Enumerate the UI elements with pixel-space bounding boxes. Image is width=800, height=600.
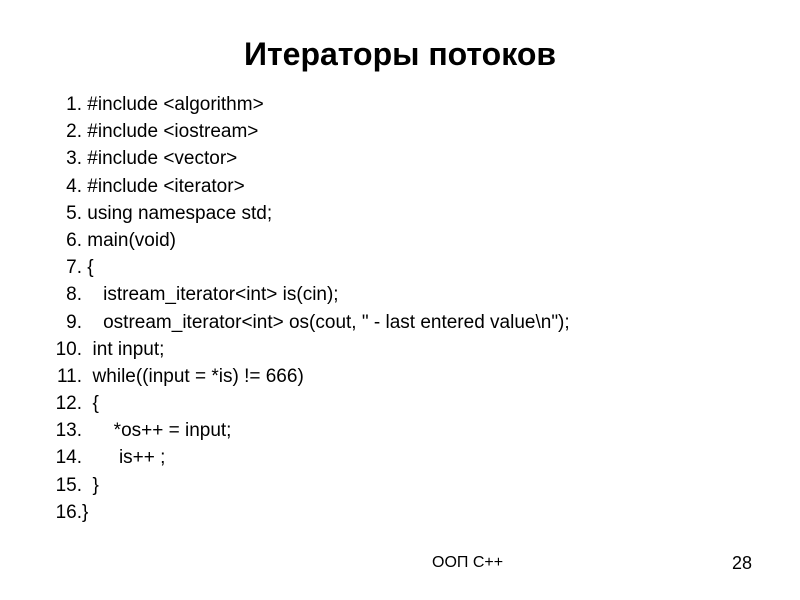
line-number: 12. bbox=[55, 393, 82, 415]
line-number: 11. bbox=[56, 365, 82, 387]
code-line bbox=[46, 336, 165, 363]
code-line bbox=[46, 200, 273, 227]
code-line bbox=[46, 281, 339, 308]
code-line bbox=[46, 91, 264, 118]
line-number: 8. bbox=[66, 284, 82, 306]
code-text: using namespace std; bbox=[82, 202, 273, 224]
code-line bbox=[46, 309, 570, 336]
code-text: #include <iterator> bbox=[82, 175, 245, 197]
line-number: 2. bbox=[66, 121, 82, 143]
code-line bbox=[46, 444, 166, 471]
code-text: { bbox=[82, 393, 99, 415]
code-line bbox=[46, 227, 176, 254]
line-number: 6. bbox=[66, 229, 82, 251]
line-number: 4. bbox=[66, 175, 82, 197]
line-number: 5. bbox=[66, 202, 82, 224]
code-line bbox=[46, 118, 259, 145]
code-line bbox=[46, 499, 89, 526]
code-text: #include <iostream> bbox=[82, 121, 259, 143]
code-text: while((input = *is) != 666) bbox=[82, 365, 304, 387]
code-text: } bbox=[82, 474, 99, 496]
code-line bbox=[46, 390, 99, 417]
code-text: #include <algorithm> bbox=[82, 94, 264, 115]
code-text: main(void) bbox=[82, 229, 176, 251]
line-number: 9. bbox=[66, 311, 82, 333]
line-number: 7. bbox=[66, 257, 82, 279]
code-line bbox=[46, 417, 232, 444]
code-line bbox=[46, 254, 94, 281]
line-number: 14. bbox=[55, 447, 82, 469]
line-number: 16. bbox=[55, 501, 82, 523]
code-text: ostream_iterator<int> os(cout, " - last entered value\n"); bbox=[82, 311, 570, 333]
line-number: 1. bbox=[66, 94, 82, 115]
code-text: is++ ; bbox=[82, 447, 166, 469]
line-number: 13. bbox=[55, 420, 82, 442]
code-line bbox=[46, 173, 245, 200]
code-listing bbox=[46, 91, 570, 526]
code-text: *os++ = input; bbox=[82, 420, 232, 442]
code-text: istream_iterator<int> is(cin); bbox=[82, 284, 339, 306]
code-line bbox=[46, 363, 304, 390]
code-line bbox=[46, 145, 238, 172]
code-text: } bbox=[82, 501, 89, 523]
code-text: int input; bbox=[82, 338, 165, 360]
code-line bbox=[46, 472, 99, 499]
line-number: 10. bbox=[55, 338, 82, 360]
slide-title: Итераторы потоков bbox=[243, 36, 557, 72]
code-text: #include <vector> bbox=[82, 148, 238, 170]
code-text: { bbox=[82, 257, 94, 279]
line-number: 15. bbox=[55, 474, 82, 496]
page-number: 28 bbox=[731, 553, 752, 573]
footer-text: ООП C++ bbox=[432, 554, 504, 571]
line-number: 3. bbox=[66, 148, 82, 170]
